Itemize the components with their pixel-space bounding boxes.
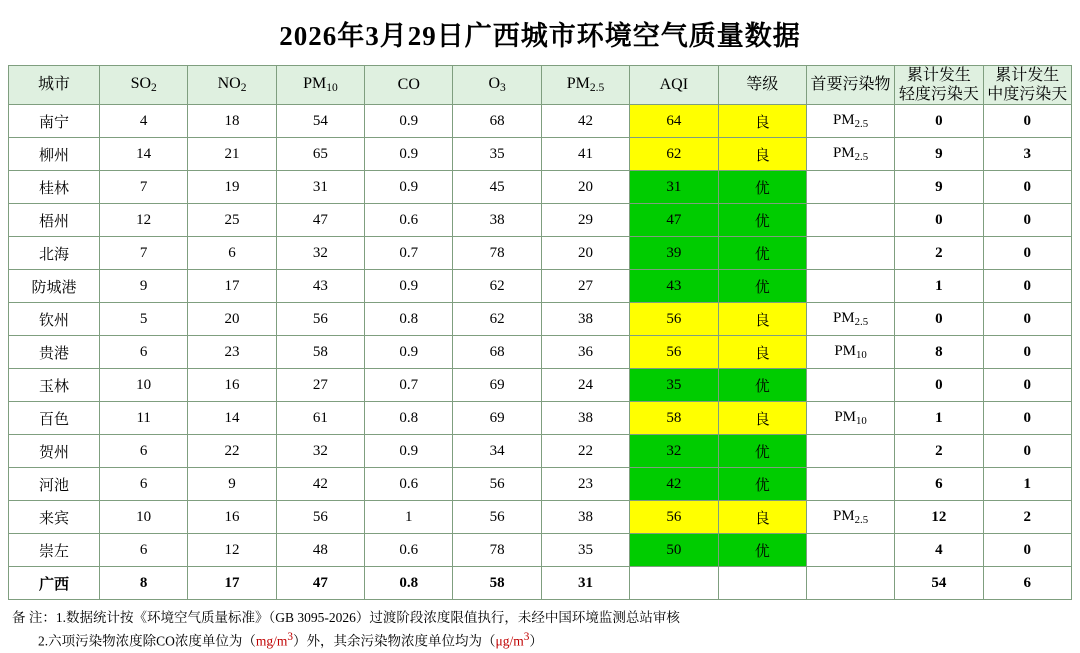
column-header-so2: $SO_2$ (100, 66, 188, 105)
cell-total-o3: 58 (453, 567, 541, 600)
cell-pm25: 20 (541, 237, 629, 270)
cell-pm25: 23 (541, 468, 629, 501)
cell-pm25: 35 (541, 534, 629, 567)
cell-aqi: 31 (630, 171, 718, 204)
cell-pm10: 27 (276, 369, 364, 402)
cell-city: 梧州 (9, 204, 100, 237)
table-row (9, 501, 1072, 534)
column-header-primary-pollutant: 首要污染物 (806, 66, 894, 105)
cell-light-pollution-days: 0 (895, 303, 983, 336)
cell-total-pm25: 31 (541, 567, 629, 600)
cell-level: 优 (718, 204, 806, 237)
note-unit-ug-exp: 3 (523, 631, 530, 644)
cell-primary-pollutant (806, 468, 894, 501)
cell-aqi: 43 (630, 270, 718, 303)
cell-aqi: 35 (630, 369, 718, 402)
cell-medium-pollution-days: 0 (983, 105, 1071, 138)
cell-no2: 17 (188, 270, 276, 303)
cell-medium-pollution-days: 0 (983, 336, 1071, 369)
cell-co: 0.7 (365, 237, 453, 270)
cell-so2: 9 (100, 270, 188, 303)
cell-co: 0.6 (365, 534, 453, 567)
cell-aqi: 47 (630, 204, 718, 237)
cell-pm25: 29 (541, 204, 629, 237)
cell-so2: 12 (100, 204, 188, 237)
cell-pm10: 65 (276, 138, 364, 171)
cell-o3: 38 (453, 204, 541, 237)
cell-pm25: 42 (541, 105, 629, 138)
cell-co: 0.6 (365, 204, 453, 237)
column-header-pm10: $PM_{10}$ (276, 66, 364, 105)
cell-no2: 20 (188, 303, 276, 336)
cell-no2: 25 (188, 204, 276, 237)
table-row (9, 468, 1072, 501)
cell-so2: 6 (100, 336, 188, 369)
cell-aqi: 56 (630, 501, 718, 534)
column-header-o3: $O_3$ (453, 66, 541, 105)
cell-primary-pollutant (806, 105, 894, 138)
note-line-1 (12, 608, 1072, 629)
cell-so2: 6 (100, 435, 188, 468)
cell-o3: 68 (453, 105, 541, 138)
cell-light-pollution-days: 0 (895, 204, 983, 237)
cell-no2: 16 (188, 501, 276, 534)
cell-total-city: 广西 (9, 567, 100, 600)
cell-pm25: 24 (541, 369, 629, 402)
cell-no2: 18 (188, 105, 276, 138)
cell-aqi: 50 (630, 534, 718, 567)
cell-no2: 16 (188, 369, 276, 402)
cell-o3: 56 (453, 468, 541, 501)
cell-level: 良 (718, 138, 806, 171)
note-unit-mg-exp: 3 (287, 631, 294, 644)
cell-co: 1 (365, 501, 453, 534)
cell-city: 柳州 (9, 138, 100, 171)
cell-light-pollution-days: 9 (895, 171, 983, 204)
pollutant-name: PM (832, 145, 855, 162)
cell-light-pollution-days: 4 (895, 534, 983, 567)
note-text-2c: ） (529, 633, 543, 649)
cell-medium-pollution-days: 0 (983, 171, 1071, 204)
cell-light-pollution-days: 0 (895, 105, 983, 138)
pollutant-subscript: 2.5 (854, 118, 869, 131)
cell-aqi: 42 (630, 468, 718, 501)
cell-so2: 5 (100, 303, 188, 336)
cell-light-pollution-days: 1 (895, 270, 983, 303)
cell-city: 北海 (9, 237, 100, 270)
cell-pm25: 38 (541, 501, 629, 534)
cell-city: 防城港 (9, 270, 100, 303)
note-unit-mg: mg/m (255, 633, 288, 649)
cell-primary-pollutant (806, 501, 894, 534)
pollutant-subscript: 10 (856, 415, 867, 428)
column-header-aqi: AQI (630, 66, 718, 105)
page-title: 2026年3月29日广西城市环境空气质量数据 (279, 21, 801, 51)
pollutant-name: PM (832, 310, 855, 327)
cell-level: 良 (718, 402, 806, 435)
cell-co: 0.9 (365, 270, 453, 303)
cell-medium-pollution-days: 0 (983, 204, 1071, 237)
cell-pm10: 32 (276, 435, 364, 468)
column-header-medium-pollution-days: 累计发生 中度污染天 (983, 66, 1071, 105)
cell-total-primary-pollutant (806, 567, 894, 600)
cell-level: 良 (718, 303, 806, 336)
cell-city: 玉林 (9, 369, 100, 402)
cell-primary-pollutant (806, 336, 894, 369)
cell-no2: 9 (188, 468, 276, 501)
cell-o3: 69 (453, 369, 541, 402)
cell-total-aqi (630, 567, 718, 600)
cell-medium-pollution-days: 0 (983, 402, 1071, 435)
cell-medium-pollution-days: 2 (983, 501, 1071, 534)
cell-no2: 19 (188, 171, 276, 204)
cell-primary-pollutant (806, 435, 894, 468)
cell-level: 良 (718, 336, 806, 369)
notes-block (8, 608, 1072, 652)
cell-so2: 11 (100, 402, 188, 435)
cell-primary-pollutant (806, 171, 894, 204)
cell-so2: 7 (100, 171, 188, 204)
cell-medium-pollution-days: 0 (983, 237, 1071, 270)
cell-light-pollution-days: 1 (895, 402, 983, 435)
cell-level: 优 (718, 468, 806, 501)
cell-so2: 4 (100, 105, 188, 138)
column-header-no2: $NO_2$ (188, 66, 276, 105)
cell-pm10: 58 (276, 336, 364, 369)
column-header-pm25: $PM_{2.5}$ (541, 66, 629, 105)
cell-total-so2: 8 (100, 567, 188, 600)
cell-no2: 6 (188, 237, 276, 270)
cell-co: 0.7 (365, 369, 453, 402)
cell-level: 优 (718, 369, 806, 402)
cell-light-pollution-days: 8 (895, 336, 983, 369)
cell-so2: 10 (100, 369, 188, 402)
cell-aqi: 56 (630, 303, 718, 336)
cell-total-pm10: 47 (276, 567, 364, 600)
cell-no2: 23 (188, 336, 276, 369)
cell-total-co: 0.8 (365, 567, 453, 600)
cell-aqi: 32 (630, 435, 718, 468)
cell-light-pollution-days: 6 (895, 468, 983, 501)
cell-medium-pollution-days: 0 (983, 435, 1071, 468)
cell-light-pollution-days: 12 (895, 501, 983, 534)
pollutant-name: PM (832, 508, 855, 525)
cell-level: 良 (718, 105, 806, 138)
cell-level: 良 (718, 501, 806, 534)
note-text-1: 1.数据统计按《环境空气质量标准》（GB 3095-2026）过渡阶段浓度限值执行，未经中国环境监测总站审核 (55, 610, 680, 626)
table-row (9, 336, 1072, 369)
cell-pm10: 47 (276, 204, 364, 237)
column-header-city: 城市 (9, 66, 100, 105)
table-row (9, 138, 1072, 171)
cell-pm25: 41 (541, 138, 629, 171)
pollutant-subscript: 2.5 (854, 514, 869, 527)
air-quality-table (8, 65, 1072, 600)
column-header-level: 等级 (718, 66, 806, 105)
cell-co: 0.6 (365, 468, 453, 501)
cell-co: 0.8 (365, 402, 453, 435)
cell-level: 优 (718, 270, 806, 303)
cell-city: 来宾 (9, 501, 100, 534)
cell-total-medium-pollution-days: 6 (983, 567, 1071, 600)
cell-medium-pollution-days: 0 (983, 369, 1071, 402)
cell-light-pollution-days: 9 (895, 138, 983, 171)
cell-level: 优 (718, 435, 806, 468)
cell-co: 0.8 (365, 303, 453, 336)
cell-pm10: 32 (276, 237, 364, 270)
cell-city: 贺州 (9, 435, 100, 468)
cell-o3: 35 (453, 138, 541, 171)
column-header-light-pollution-days: 累计发生 轻度污染天 (895, 66, 983, 105)
note-text-2a: 2.六项污染物浓度除CO浓度单位为（ (38, 633, 256, 649)
pollutant-subscript: 2.5 (854, 316, 869, 329)
cell-o3: 78 (453, 534, 541, 567)
cell-o3: 78 (453, 237, 541, 270)
cell-pm10: 56 (276, 501, 364, 534)
cell-primary-pollutant (806, 303, 894, 336)
cell-primary-pollutant (806, 534, 894, 567)
cell-o3: 62 (453, 303, 541, 336)
cell-aqi: 56 (630, 336, 718, 369)
cell-o3: 68 (453, 336, 541, 369)
table-total-row (9, 567, 1072, 600)
note-line-2 (12, 629, 1072, 652)
pollutant-subscript: 2.5 (854, 151, 869, 164)
cell-total-level (718, 567, 806, 600)
table-row (9, 171, 1072, 204)
cell-medium-pollution-days: 3 (983, 138, 1071, 171)
cell-pm10: 31 (276, 171, 364, 204)
cell-no2: 12 (188, 534, 276, 567)
cell-medium-pollution-days: 0 (983, 270, 1071, 303)
cell-pm10: 43 (276, 270, 364, 303)
cell-so2: 7 (100, 237, 188, 270)
cell-medium-pollution-days: 1 (983, 468, 1071, 501)
cell-pm25: 27 (541, 270, 629, 303)
cell-no2: 22 (188, 435, 276, 468)
header-row (9, 66, 1072, 105)
cell-primary-pollutant (806, 402, 894, 435)
cell-city: 百色 (9, 402, 100, 435)
cell-level: 优 (718, 237, 806, 270)
cell-pm25: 38 (541, 303, 629, 336)
cell-so2: 14 (100, 138, 188, 171)
cell-aqi: 58 (630, 402, 718, 435)
note-text-2b: ）外，其余污染物浓度单位均为（ (293, 633, 496, 649)
cell-city: 南宁 (9, 105, 100, 138)
cell-pm25: 22 (541, 435, 629, 468)
pollutant-subscript: 10 (856, 349, 867, 362)
cell-so2: 10 (100, 501, 188, 534)
cell-co: 0.9 (365, 435, 453, 468)
cell-light-pollution-days: 0 (895, 369, 983, 402)
cell-aqi: 39 (630, 237, 718, 270)
cell-no2: 14 (188, 402, 276, 435)
cell-co: 0.9 (365, 138, 453, 171)
table-row (9, 204, 1072, 237)
cell-medium-pollution-days: 0 (983, 534, 1071, 567)
cell-city: 贵港 (9, 336, 100, 369)
table-row (9, 237, 1072, 270)
cell-medium-pollution-days: 0 (983, 303, 1071, 336)
cell-co: 0.9 (365, 171, 453, 204)
cell-pm10: 54 (276, 105, 364, 138)
table-body (9, 105, 1072, 600)
pollutant-name: PM (832, 112, 855, 129)
table-row (9, 303, 1072, 336)
pollutant-name: PM (834, 409, 856, 426)
cell-primary-pollutant (806, 237, 894, 270)
cell-city: 桂林 (9, 171, 100, 204)
table-row (9, 534, 1072, 567)
cell-pm10: 56 (276, 303, 364, 336)
cell-light-pollution-days: 2 (895, 237, 983, 270)
table-row (9, 402, 1072, 435)
pollutant-name: PM (834, 343, 856, 360)
cell-no2: 21 (188, 138, 276, 171)
cell-pm10: 48 (276, 534, 364, 567)
cell-light-pollution-days: 2 (895, 435, 983, 468)
cell-total-no2: 17 (188, 567, 276, 600)
cell-o3: 56 (453, 501, 541, 534)
cell-city: 崇左 (9, 534, 100, 567)
cell-city: 河池 (9, 468, 100, 501)
cell-pm10: 42 (276, 468, 364, 501)
cell-city: 钦州 (9, 303, 100, 336)
cell-pm25: 38 (541, 402, 629, 435)
cell-o3: 45 (453, 171, 541, 204)
cell-o3: 34 (453, 435, 541, 468)
cell-pm25: 36 (541, 336, 629, 369)
cell-pm25: 20 (541, 171, 629, 204)
cell-aqi: 62 (630, 138, 718, 171)
cell-o3: 69 (453, 402, 541, 435)
cell-primary-pollutant (806, 204, 894, 237)
notes-label: 备 注： (12, 610, 56, 626)
cell-primary-pollutant (806, 138, 894, 171)
note-unit-ug: μg/m (495, 633, 524, 649)
cell-level: 优 (718, 534, 806, 567)
column-header-co: CO (365, 66, 453, 105)
table-row (9, 105, 1072, 138)
table-row (9, 369, 1072, 402)
table-row (9, 435, 1072, 468)
cell-total-light-pollution-days: 54 (895, 567, 983, 600)
cell-so2: 6 (100, 534, 188, 567)
cell-primary-pollutant (806, 270, 894, 303)
cell-pm10: 61 (276, 402, 364, 435)
cell-level: 优 (718, 171, 806, 204)
cell-co: 0.9 (365, 336, 453, 369)
cell-co: 0.9 (365, 105, 453, 138)
cell-so2: 6 (100, 468, 188, 501)
cell-primary-pollutant (806, 369, 894, 402)
table-row (9, 270, 1072, 303)
table-header (9, 66, 1072, 105)
cell-o3: 62 (453, 270, 541, 303)
cell-aqi: 64 (630, 105, 718, 138)
